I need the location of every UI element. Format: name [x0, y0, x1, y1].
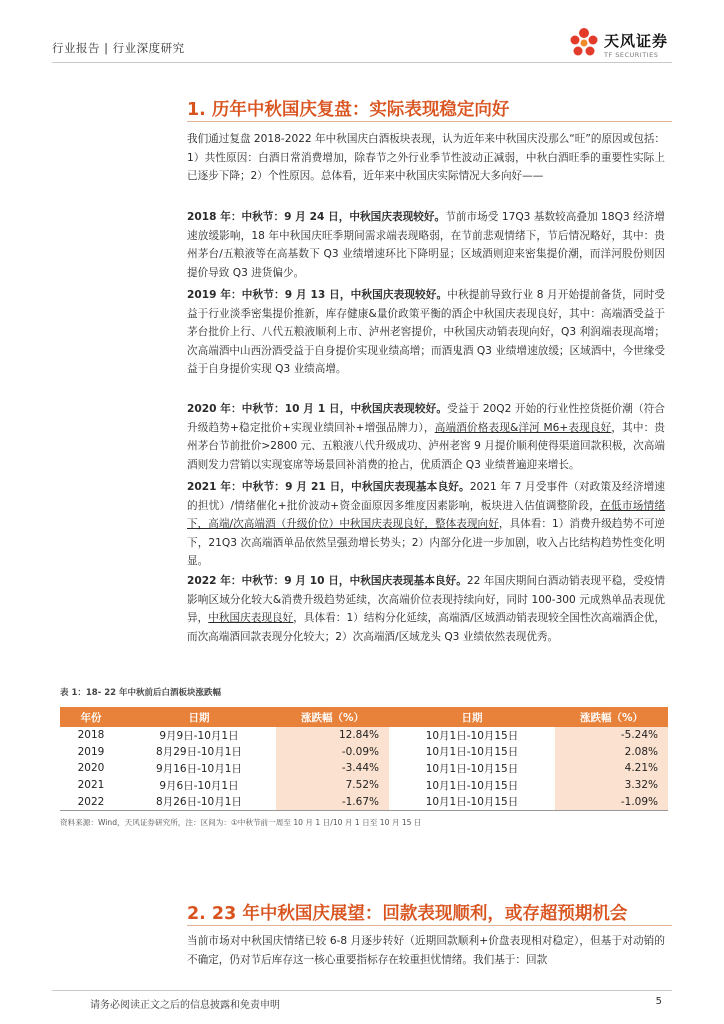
- paragraph-2022-body-b: ，具体看：1）结构分化延续，高端酒/区域酒动销表现较全国性次高端酒企优，而次高端酒回款表现分化较大；2）次高端酒/区域龙头 Q3 业绩依然表现优秀。: [187, 612, 666, 643]
- logo-english-name: TF SECURITIES: [603, 50, 659, 59]
- table-row: [60, 777, 668, 794]
- table-row: [60, 727, 668, 744]
- paragraph-2021-heading: 2021 年：中秋节：9 月 21 日，中秋国庆表现基本良好。: [187, 481, 470, 493]
- cell-change-2: -5.24%: [555, 727, 668, 744]
- header-change-1: 涨跌幅（%）: [276, 707, 389, 727]
- cell-change-2: 4.21%: [555, 760, 668, 777]
- cell-period-1: 9月6日-10月1日: [159, 779, 239, 792]
- section-2-title: 2. 23 年中秋国庆展望：回款表现顺利，或存超预期机会: [187, 904, 628, 924]
- paragraph-2021: [187, 478, 665, 571]
- footer-divider: [52, 990, 672, 991]
- paragraph-2022-underlined: 中秋国庆表现良好: [208, 612, 294, 625]
- paragraph-2021-body-a: 2021 年 7 月受事件（对政策及经济增速的担忧）/情绪催化+批价波动+资金面原因多维度因素影响，板块进入估值调整阶段，: [187, 481, 665, 512]
- cell-period-1: 9月9日-10月1日: [159, 729, 239, 742]
- paragraph-2020-body-b: ，其中：贵州茅台节前批价>2800 元、五粮液八代升级成功、泸州老窖 9 月提价顺利使得渠道回款积极，次高端酒则发力营销以实现宴席等场景回补消费的抢占，优质酒企 Q3 业绩普遍迎来增长。: [187, 421, 666, 471]
- paragraph-2019-body: 中秋提前导致行业 8 月开始提前备货，同时受益于行业淡季密集提价推新，库存健康&量价政策平衡的酒企中秋国庆表现良好，其中：高端酒受益于茅台批价上行、八代五粮液顺利上市、泸州老窖提价，中秋国庆动销表现向好，Q3 利润端表现高增；次高端酒中山西汾酒受益于自身提价实现业绩高增；而酒鬼酒 Q3 业绩增速放缓；区域酒中，今世缘受益于自身提价实现 Q3 业绩高增。: [187, 289, 665, 376]
- page-number: 5: [655, 996, 662, 1007]
- cell-change-2: 3.32%: [555, 777, 668, 794]
- table-source-note: 资料来源：Wind，天风证券研究所，注：区间为：①中秋节前一周至 10 月 1 日/10 月 1 日至 10 月 15 日: [60, 818, 422, 827]
- paragraph-2021-body-b: ，具体看：1）消费升级趋势不可逆下，21Q3 次高端酒单品依然呈强劲增长势头；2）内部分化进一步加剧，收入占比结构趋势性变化明显。: [187, 518, 665, 568]
- paragraph-2021-underlined: 在低市场情绪下，高端/次高端酒（升级价位）中秋国庆表现良好，整体表现向好: [187, 499, 666, 531]
- cell-change-1: -3.44%: [276, 760, 389, 777]
- paragraph-2020-body-a: 受益于 20Q2 开始的行业性控货挺价潮（符合升级趋势+稳定批价+实现业绩回补+增强品牌力），: [187, 403, 665, 434]
- company-logo: [568, 24, 668, 64]
- cell-change-1: 7.52%: [276, 777, 389, 794]
- header-change-2: 涨跌幅（%）: [555, 707, 668, 727]
- logo-chinese-name: 天风证券: [603, 31, 668, 50]
- cell-change-1: -1.67%: [276, 793, 389, 810]
- table-header-row: [60, 707, 668, 727]
- cell-year: 2019: [77, 745, 105, 758]
- section-2-divider: [187, 925, 672, 926]
- liquor-sector-change-table: [60, 707, 668, 811]
- cell-period-1: 8月29日-10月1日: [156, 746, 242, 759]
- cell-period-2: 10月1日-10月15日: [425, 729, 519, 742]
- cell-change-2: 2.08%: [555, 744, 668, 761]
- cell-year: 2018: [77, 729, 105, 742]
- cell-period-1: 9月16日-10月1日: [156, 762, 242, 775]
- paragraph-2018: [187, 208, 665, 282]
- paragraph-2020-underlined: 高端酒价格表现&洋河 M6+表现良好: [434, 421, 612, 434]
- tf-flower-logo-icon: [568, 26, 600, 62]
- cell-period-2: 10月1日-10月15日: [425, 746, 519, 759]
- table-row: [60, 760, 668, 777]
- header-period-2: 日期: [389, 707, 555, 727]
- paragraph-2022: [187, 572, 665, 646]
- section-1-title: 1. 历年中秋国庆复盘：实际表现稳定向好: [187, 100, 510, 120]
- intro-paragraph: 我们通过复盘 2018-2022 年中秋国庆白酒板块表现，认为近年来中秋国庆没那么“旺”的原因或包括：1）共性原因：白酒日常消费增加，除春节之外行业季节性波动正减弱，中秋白酒旺季的重要性实际上已逐步下降；2）个性原因。总体看，近年来中秋国庆实际情况大多向好——: [187, 133, 666, 183]
- paragraph-2018-heading: 2018 年：中秋节：9 月 24 日，中秋国庆表现较好。: [187, 211, 446, 223]
- paragraph-2020-heading: 2020 年：中秋节：10 月 1 日，中秋国庆表现较好。: [187, 403, 448, 415]
- paragraph-2019-heading: 2019 年：中秋节：9 月 13 日，中秋国庆表现较好。: [187, 289, 448, 301]
- cell-period-2: 10月1日-10月15日: [425, 762, 519, 775]
- cell-change-1: -0.09%: [276, 744, 389, 761]
- cell-year: 2020: [77, 762, 105, 775]
- paragraph-2019: [187, 286, 665, 379]
- cell-change-1: 12.84%: [276, 727, 389, 744]
- cell-year: 2022: [60, 793, 122, 810]
- cell-period-2: 10月1日-10月15日: [425, 779, 519, 792]
- table-row: [60, 744, 668, 761]
- paragraph-2022-heading: 2022 年：中秋节：9 月 10 日，中秋国庆表现基本良好。: [187, 575, 467, 587]
- header-year: 年份: [60, 707, 122, 727]
- cell-change-2: -1.09%: [555, 793, 668, 810]
- table-row: [60, 793, 668, 810]
- table-title: 表 1：18- 22 年中秋前后白酒板块涨跌幅: [60, 688, 221, 698]
- cell-period-2: 10月1日-10月15日: [389, 793, 555, 810]
- paragraph-2020: [187, 400, 665, 474]
- footer-disclaimer: 请务必阅读正文之后的信息披露和免责申明: [90, 1000, 280, 1011]
- paragraph-2018-body: 节前市场受 17Q3 基数较高叠加 18Q3 经济增速放缓影响，18 年中秋国庆旺季期间需求端表现略弱，在节前悲观情绪下，节后情况略好，其中：贵州茅台/五粮液等在高基数下 Q3 业绩增速环比下降明显；区域酒则迎来密集提价潮，而洋河股份则因提价导致 Q3 进货偏少。: [187, 211, 665, 279]
- cell-year: 2021: [77, 779, 105, 792]
- header-period-1: 日期: [122, 707, 276, 727]
- header-divider: [52, 62, 672, 63]
- section-2-intro: 当前市场对中秋国庆情绪已较 6-8 月逐步转好（近期回款顺利+价盘表现相对稳定），但基于对动销的不确定，仍对节后库存这一核心重要指标存在较重担忧情绪。我们基于：回款: [187, 935, 665, 966]
- report-type-label: 行业报告 | 行业深度研究: [52, 41, 185, 55]
- section-1-divider: [187, 121, 672, 122]
- paragraph-2022-body-a: 22 年国庆期间白酒动销表现平稳，受疫情影响区域分化较大&消费升级趋势延续，次高端价位表现持续向好，同时 100-300 元成熟单品表现优异，: [187, 575, 665, 625]
- cell-period-1: 8月26日-10月1日: [122, 793, 276, 810]
